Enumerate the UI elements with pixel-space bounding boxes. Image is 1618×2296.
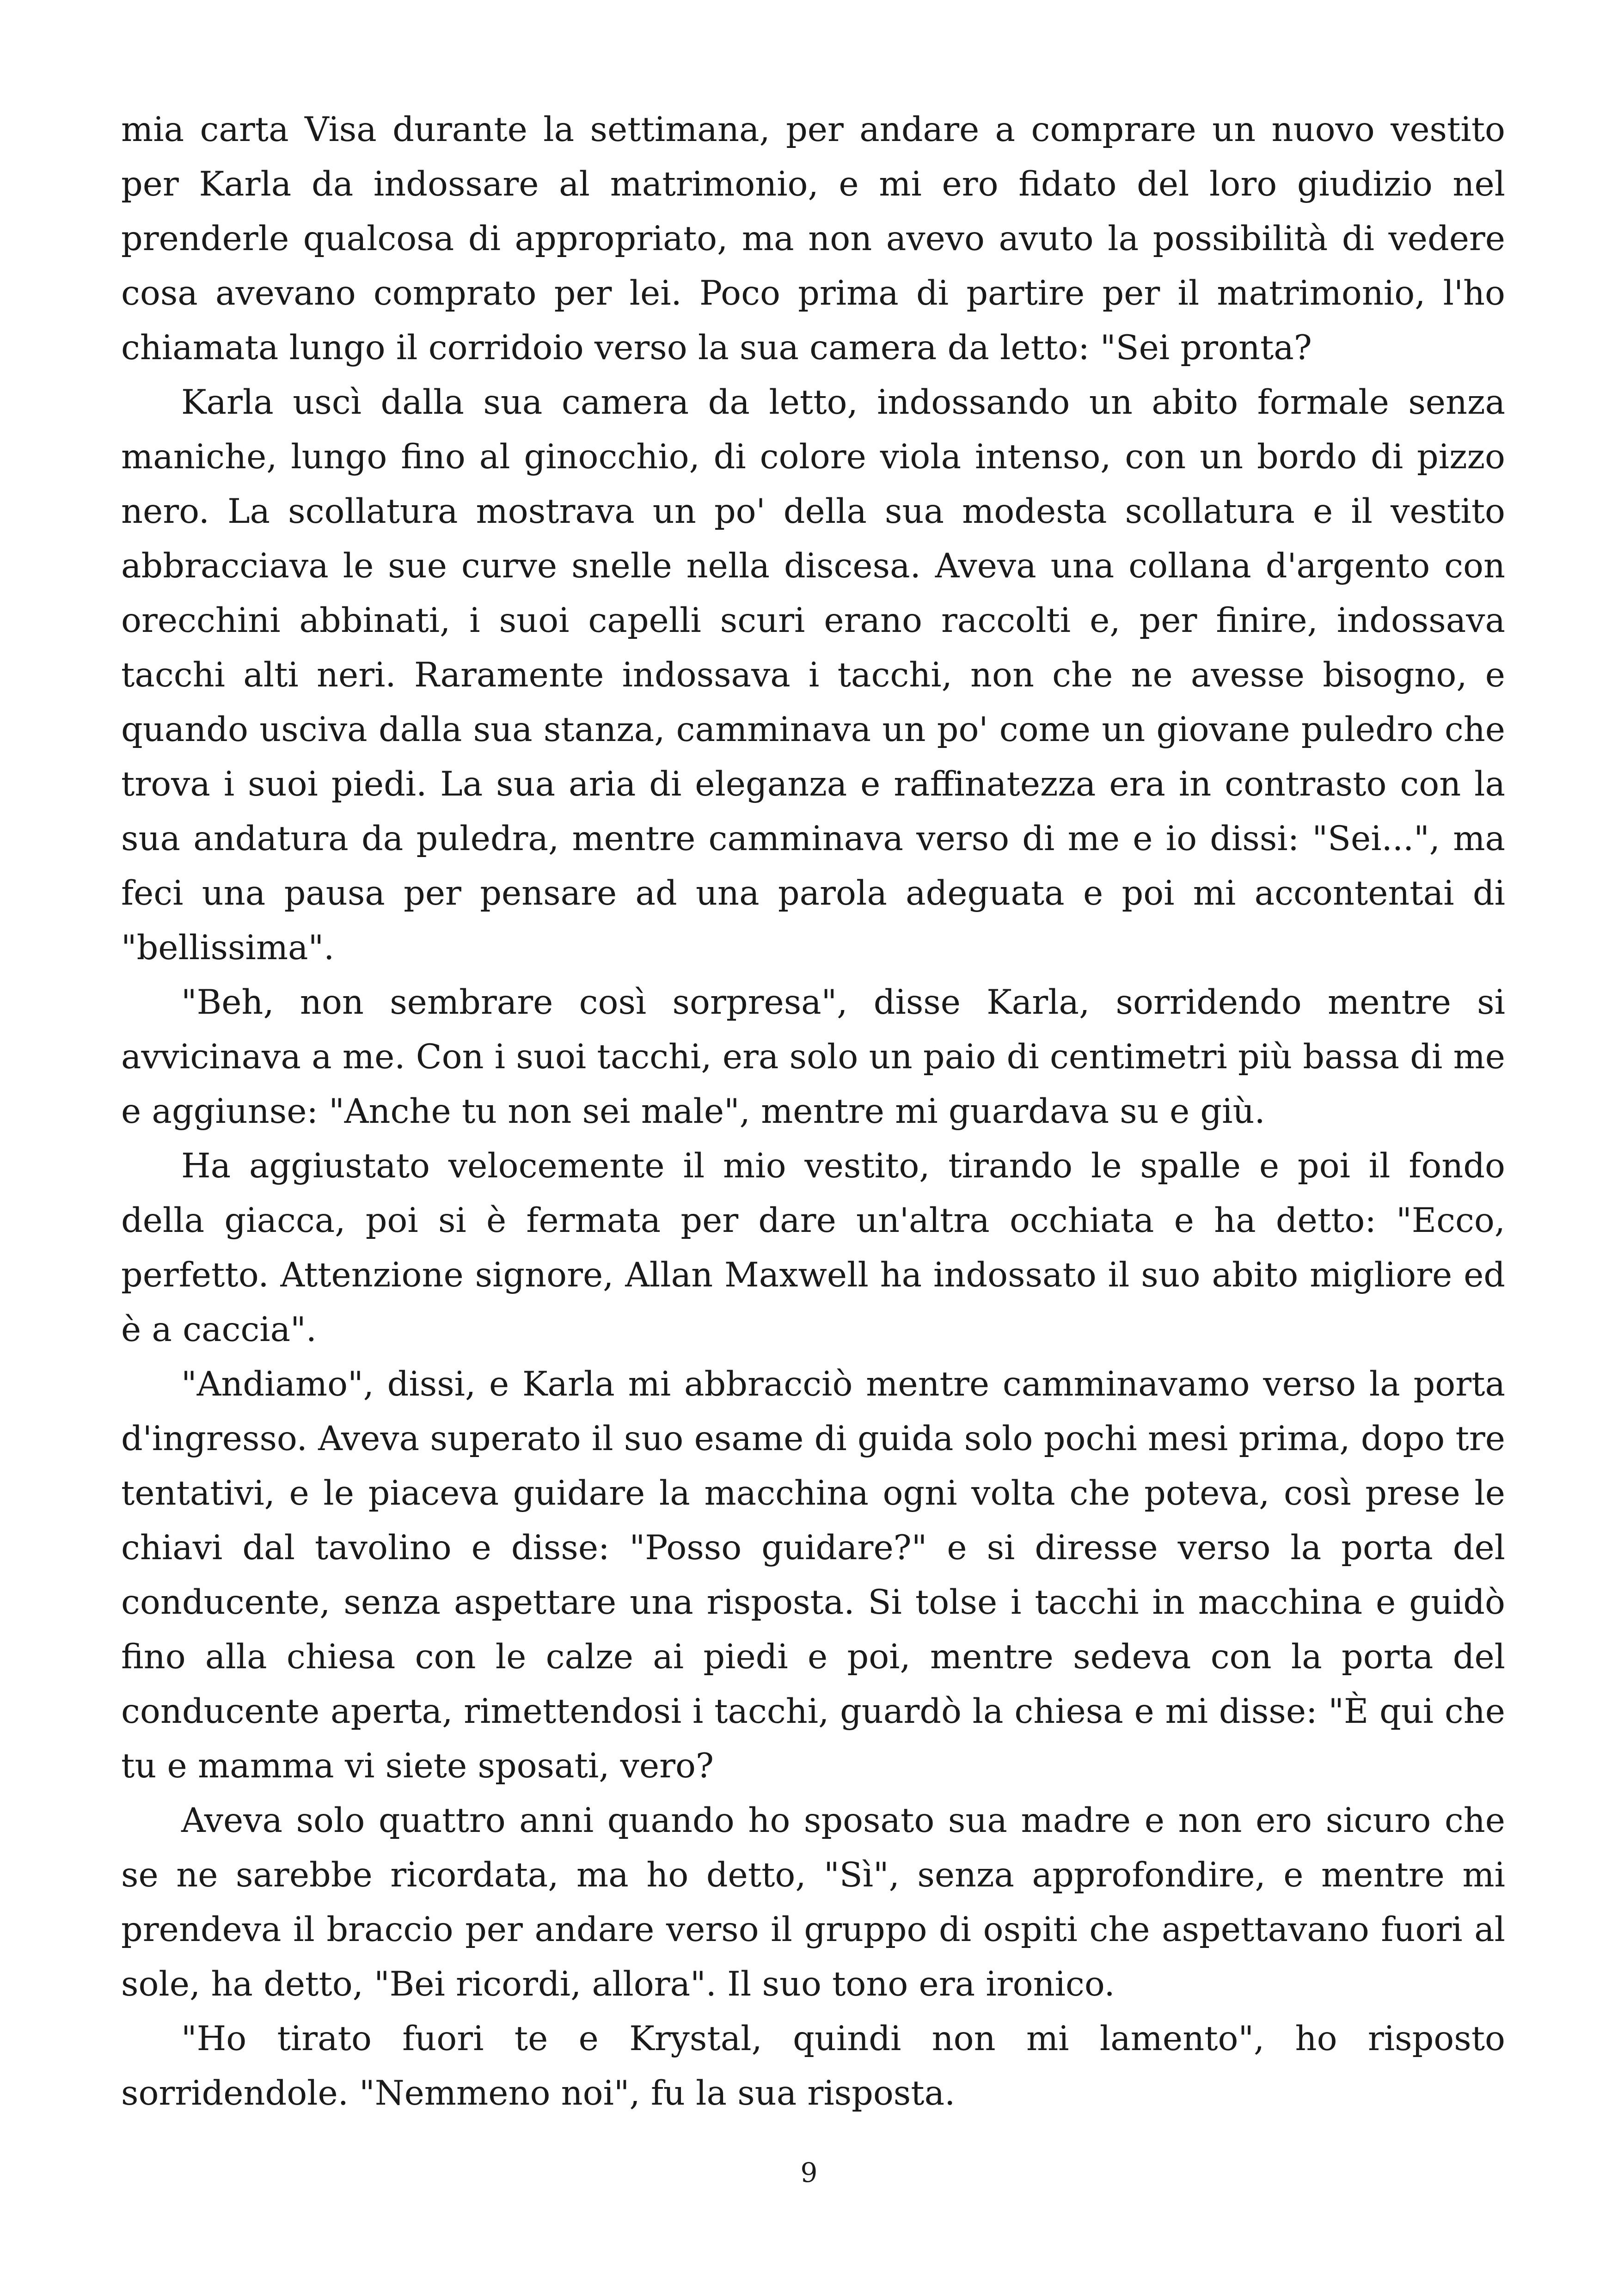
- paragraph-4: Ha aggiustato velocemente il mio vestito, tirando le spalle e poi il fondo della giacca, poi si è fermata per dare un'altra occhiata e ha detto: "Ecco, perfetto. Attenzione signore, Allan Maxwell ha indossato il suo abito migliore ed è a caccia".: [121, 1146, 1505, 1349]
- body-text: [121, 103, 1505, 2121]
- paragraph-5: "Andiamo", dissi, e Karla mi abbracciò mentre camminavamo verso la porta d'ingresso. Aveva superato il suo esame di guida solo pochi mesi prima, dopo tre tentativi, e le piaceva guidare la macchina ogni volta che poteva, così prese le chiavi dal tavolino e disse: "Posso guidare?" e si diresse verso la porta del conducente, senza aspettare una risposta. Si tolse i tacchi in macchina e guidò fino alla chiesa con le calze ai piedi e poi, mentre sedeva con la porta del conducente aperta, rimettendosi i tacchi, guardò la chiesa e mi disse: "È qui che tu e mamma vi siete sposati, vero?: [121, 1365, 1505, 1786]
- paragraph-7: "Ho tirato fuori te e Krystal, quindi non mi lamento", ho risposto sorridendole. "Nemmeno noi", fu la sua risposta.: [121, 2019, 1505, 2113]
- paragraph-6: Aveva solo quattro anni quando ho sposato sua madre e non ero sicuro che se ne sarebbe ricordata, ma ho detto, "Sì", senza approfondire, e mentre mi prendeva il braccio per andare verso il gruppo di ospiti che aspettavano fuori al sole, ha detto, "Bei ricordi, allora". Il suo tono era ironico.: [121, 1801, 1505, 2004]
- paragraph-2: Karla uscì dalla sua camera da letto, indossando un abito formale senza maniche, lungo fino al ginocchio, di colore viola intenso, con un bordo di pizzo nero. La scollatura mostrava un po' della sua modesta scollatura e il vestito abbracciava le sue curve snelle nella discesa. Aveva una collana d'argento con orecchini abbinati, i suoi capelli scuri erano raccolti e, per finire, indossava tacchi alti neri. Raramente indossava i tacchi, non che ne avesse bisogno, e quando usciva dalla sua stanza, camminava un po' come un giovane puledro che trova i suoi piedi. La sua aria di eleganza e raffinatezza era in contrasto con la sua andatura da puledra, mentre camminava verso di me e io dissi: "Sei...", ma feci una pausa per pensare ad una parola adeguata e poi mi accontentai di "bellissima".: [121, 383, 1505, 967]
- page-number: 9: [800, 2157, 818, 2188]
- paragraph-1: mia carta Visa durante la settimana, per andare a comprare un nuovo vestito per Karla da indossare al matrimonio, e mi ero fidato del loro giudizio nel prenderle qualcosa di appropriato, ma non avevo avuto la possibilità di vedere cosa avevano comprato per lei. Poco prima di partire per il matrimonio, l'ho chiamata lungo il corridoio verso la sua camera da letto: "Sei pronta?: [121, 110, 1505, 367]
- paragraph-3: "Beh, non sembrare così sorpresa", disse Karla, sorridendo mentre si avvicinava a me. Con i suoi tacchi, era solo un paio di centimetri più bassa di me e aggiunse: "Anche tu non sei male", mentre mi guardava su e giù.: [121, 983, 1505, 1131]
